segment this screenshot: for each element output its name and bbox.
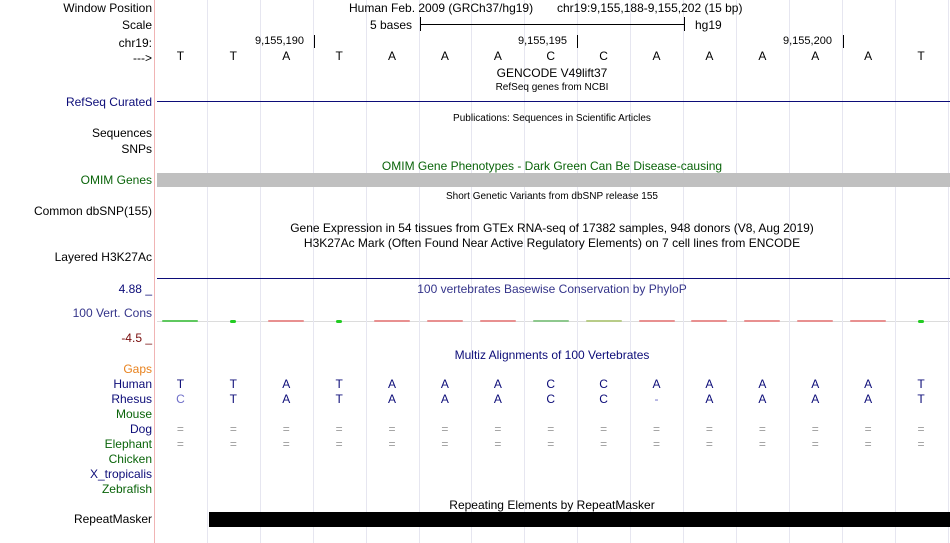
tick-mark xyxy=(577,35,578,48)
alignment-base: T xyxy=(229,392,238,406)
tick-label: 9,155,200 xyxy=(783,35,832,47)
alignment-base: C xyxy=(599,377,608,391)
alignment-base: = xyxy=(758,422,766,436)
alignment-base: A xyxy=(388,377,397,391)
base-letter: A xyxy=(811,49,820,63)
alignment-base: = xyxy=(705,437,713,451)
base-letter: T xyxy=(917,49,925,63)
alignment-base: T xyxy=(917,392,925,406)
alignment-base: = xyxy=(229,422,237,436)
repeat-element-bar[interactable] xyxy=(209,512,950,527)
conservation-mark xyxy=(533,320,569,322)
conservation-mark xyxy=(918,320,924,323)
alignment-base: = xyxy=(653,422,661,436)
alignment-base: = xyxy=(917,437,925,451)
conservation-mark xyxy=(230,320,236,323)
alignment-base: = xyxy=(229,437,237,451)
alignment-base: = xyxy=(388,437,396,451)
snps-label[interactable]: SNPs xyxy=(121,142,152,156)
alignment-base: C xyxy=(546,377,556,391)
species-label[interactable]: Elephant xyxy=(104,437,152,451)
sequences-label[interactable]: Sequences xyxy=(91,126,152,140)
alignment-base: = xyxy=(811,422,819,436)
tick-label: 9,155,190 xyxy=(255,35,304,47)
alignment-base: = xyxy=(441,422,449,436)
grid-line xyxy=(789,0,790,543)
alignment-base: A xyxy=(864,377,873,391)
conservation-mark xyxy=(374,320,410,322)
omim-track-title[interactable]: OMIM Gene Phenotypes - Dark Green Can Be Disease-causing xyxy=(381,159,723,173)
base-letter: C xyxy=(546,49,556,63)
omim-gene-bar[interactable] xyxy=(157,173,950,187)
gencode-track-title[interactable]: GENCODE V49lift37 xyxy=(496,66,608,80)
species-label[interactable]: Dog xyxy=(129,422,152,436)
conservation-mark xyxy=(480,320,516,322)
base-letter: A xyxy=(652,49,661,63)
base-letter: A xyxy=(493,49,502,63)
species-label[interactable]: Gaps xyxy=(123,362,152,376)
strand-label: ---> xyxy=(133,51,152,65)
assembly-text: Human Feb. 2009 (GRCh37/hg19) xyxy=(349,1,534,15)
alignment-base: = xyxy=(335,422,343,436)
position-text: chr19:9,155,188-9,155,202 (15 bp) xyxy=(557,1,743,15)
alignment-base: T xyxy=(176,377,185,391)
conservation-mark xyxy=(586,320,622,322)
alignment-base: A xyxy=(864,392,873,406)
multiz-track-title[interactable]: Multiz Alignments of 100 Vertebrates xyxy=(454,348,650,362)
alignment-base: A xyxy=(493,392,502,406)
tick-label: 9,155,195 xyxy=(518,35,567,47)
alignment-base: = xyxy=(176,422,184,436)
scale-text: 5 bases xyxy=(370,18,413,32)
cons-track-title[interactable]: 100 vertebrates Basewise Conservation by PhyloP xyxy=(417,282,687,296)
grid-line xyxy=(736,0,737,543)
cons-max-label: 4.88 _ xyxy=(118,282,152,296)
base-letter: A xyxy=(440,49,449,63)
alignment-base: A xyxy=(388,392,397,406)
alignment-base: - xyxy=(654,392,659,406)
alignment-base: C xyxy=(176,392,185,406)
alignment-base: T xyxy=(229,377,238,391)
grid-line xyxy=(895,0,896,543)
grid-line xyxy=(313,0,314,543)
alignment-base: A xyxy=(440,377,449,391)
alignment-base: = xyxy=(705,422,713,436)
base-letter: A xyxy=(864,49,873,63)
conservation-mark xyxy=(691,320,727,322)
alignment-base: C xyxy=(599,392,608,406)
species-label[interactable]: Rhesus xyxy=(111,392,152,406)
conservation-mark xyxy=(162,320,198,322)
base-letter: T xyxy=(229,49,238,63)
alignment-base: = xyxy=(176,437,184,451)
refseq-track-title[interactable]: RefSeq genes from NCBI xyxy=(495,82,609,93)
alignment-base: = xyxy=(441,437,449,451)
conservation-mark xyxy=(797,320,833,322)
base-letter: A xyxy=(388,49,397,63)
alignment-base: A xyxy=(493,377,502,391)
gtex-track-title[interactable]: Gene Expression in 54 tissues from GTEx RNA-seq of 17382 samples, 948 donors (V8, Aug 2019) xyxy=(290,221,814,235)
species-label[interactable]: Mouse xyxy=(115,407,152,421)
alignment-base: T xyxy=(335,392,343,406)
grid-line xyxy=(260,0,261,543)
grid-line xyxy=(471,0,472,543)
publications-track-title[interactable]: Publications: Sequences in Scientific Articles xyxy=(453,113,651,124)
base-letter: C xyxy=(599,49,608,63)
alignment-base: = xyxy=(653,437,661,451)
alignment-base: = xyxy=(864,437,872,451)
alignment-base: = xyxy=(335,437,343,451)
repeatmasker-track-title[interactable]: Repeating Elements by RepeatMasker xyxy=(449,498,655,512)
grid-line xyxy=(207,0,208,543)
alignment-base: = xyxy=(547,422,555,436)
alignment-base: = xyxy=(811,437,819,451)
grid-line xyxy=(948,0,949,543)
grid-line xyxy=(419,0,420,543)
grid-line xyxy=(366,0,367,543)
alignment-base: A xyxy=(705,377,714,391)
alignment-base: A xyxy=(282,377,291,391)
h3k27ac-track-title[interactable]: H3K27Ac Mark (Often Found Near Active Regulatory Elements) on 7 cell lines from ENCODE xyxy=(303,236,801,250)
alignment-base: = xyxy=(494,422,502,436)
window-position-label: Window Position xyxy=(63,1,152,15)
alignment-base: A xyxy=(652,377,661,391)
alignment-base: = xyxy=(917,422,925,436)
dbsnp-track-title[interactable]: Short Genetic Variants from dbSNP release 155 xyxy=(446,191,658,202)
base-letter: A xyxy=(282,49,291,63)
alignment-base: A xyxy=(811,377,820,391)
alignment-base: A xyxy=(758,392,767,406)
base-letter: T xyxy=(335,49,343,63)
label-column-border xyxy=(154,0,155,543)
grid-line xyxy=(683,0,684,543)
alignment-base: = xyxy=(388,422,396,436)
grid-line xyxy=(630,0,631,543)
conservation-mark xyxy=(268,320,304,322)
alignment-base: = xyxy=(282,437,290,451)
alignment-base: = xyxy=(864,422,872,436)
conservation-mark xyxy=(850,320,886,322)
base-letter: T xyxy=(176,49,185,63)
omim-genes-label[interactable]: OMIM Genes xyxy=(80,173,152,187)
cons-label[interactable]: 100 Vert. Cons xyxy=(72,306,152,320)
conservation-mark xyxy=(427,320,463,322)
grid-line xyxy=(842,0,843,543)
alignment-base: A xyxy=(440,392,449,406)
species-label[interactable]: Chicken xyxy=(108,452,152,466)
species-label[interactable]: X_tropicalis xyxy=(89,467,152,481)
cons-min-label: -4.5 _ xyxy=(121,331,152,345)
repeatmasker-label[interactable]: RepeatMasker xyxy=(73,512,152,526)
h3k27ac-label[interactable]: Layered H3K27Ac xyxy=(54,250,152,264)
refseq-line[interactable] xyxy=(157,101,950,102)
scale-db: hg19 xyxy=(695,18,722,32)
tick-mark xyxy=(314,35,315,48)
alignment-base: = xyxy=(758,437,766,451)
alignment-base: T xyxy=(917,377,925,391)
alignment-base: = xyxy=(600,437,608,451)
alignment-base: A xyxy=(705,392,714,406)
chrom-label: chr19: xyxy=(118,36,152,50)
tick-mark xyxy=(843,35,844,48)
alignment-base: = xyxy=(494,437,502,451)
alignment-base: A xyxy=(758,377,767,391)
alignment-base: = xyxy=(600,422,608,436)
species-label[interactable]: Human xyxy=(113,377,152,391)
h3k27ac-baseline xyxy=(157,278,950,279)
species-label[interactable]: Zebrafish xyxy=(101,482,152,496)
refseq-curated-label[interactable]: RefSeq Curated xyxy=(65,95,152,109)
alignment-base: T xyxy=(335,377,343,391)
base-letter: A xyxy=(705,49,714,63)
dbsnp-label[interactable]: Common dbSNP(155) xyxy=(33,204,152,218)
alignment-base: A xyxy=(282,392,291,406)
conservation-mark xyxy=(336,320,342,323)
alignment-base: C xyxy=(546,392,556,406)
alignment-base: = xyxy=(282,422,290,436)
conservation-mark xyxy=(639,320,675,322)
scale-label: Scale xyxy=(121,18,152,32)
alignment-base: A xyxy=(811,392,820,406)
base-letter: A xyxy=(758,49,767,63)
alignment-base: = xyxy=(547,437,555,451)
conservation-mark xyxy=(744,320,780,322)
